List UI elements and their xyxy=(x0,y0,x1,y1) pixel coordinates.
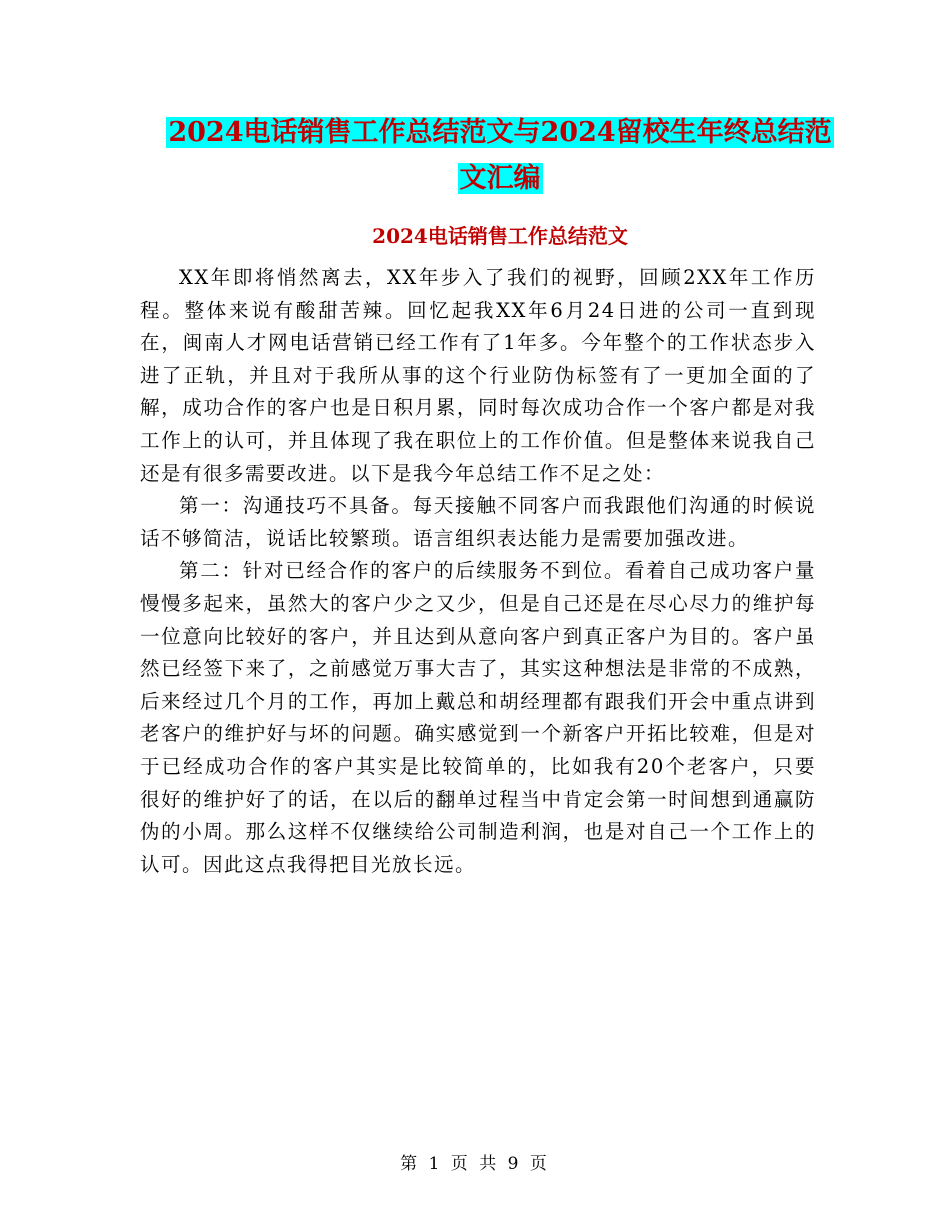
document-body xyxy=(140,262,816,881)
document-title-line-1: 2024电话销售工作总结范文与2024留校生年终总结范 xyxy=(168,117,832,148)
paragraph-point-two: 第二：针对已经合作的客户的后续服务不到位。看着自己成功客户量慢慢多起来，虽然大的客户少之又少，但是自己还是在尽心尽力的维护每一位意向比较好的客户，并且达到从意向客户到真正客户为目的。客户虽然已经签下来了，之前感觉万事大吉了，其实这种想法是非常的不成熟，后来经过几个月的工作，再加上戴总和胡经理都有跟我们开会中重点讲到老客户的维护好与坏的问题。确实感觉到一个新客户开拓比较难，但是对于已经成功合作的客户其实是比较简单的，比如我有20个老客户，只要很好的维护好了的话，在以后的翻单过程当中肯定会第一时间想到通赢防伪的小周。那么这样不仅继续给公司制造利润，也是对自己一个工作上的认可。因此这点我得把目光放长远。 xyxy=(140,559,816,876)
paragraph-intro: XX年即将悄然离去，XX年步入了我们的视野，回顾2XX年工作历程。整体来说有酸甜苦辣。回忆起我XX年6月24日进的公司一直到现在，闽南人才网电话营销已经工作有了1年多。今年整个的工作状态步入进了正轨，并且对于我所从事的这个行业防伪标签有了一更加全面的了解，成功合作的客户也是日积月累，同时每次成功合作一个客户都是对我工作上的认可，并且体现了我在职位上的工作价值。但是整体来说我自己还是有很多需要改进。以下是我今年总结工作不足之处： xyxy=(140,266,816,485)
document-title xyxy=(140,110,860,202)
paragraph-point-one: 第一：沟通技巧不具备。每天接触不同客户而我跟他们沟通的时候说话不够简洁，说话比较繁琐。语言组织表达能力是需要加强改进。 xyxy=(140,494,816,550)
document-title-line-2: 文汇编 xyxy=(459,163,541,194)
section-title: 2024电话销售工作总结范文 xyxy=(372,224,628,248)
page-footer: 第 1 页 共 9 页 xyxy=(400,1154,550,1174)
